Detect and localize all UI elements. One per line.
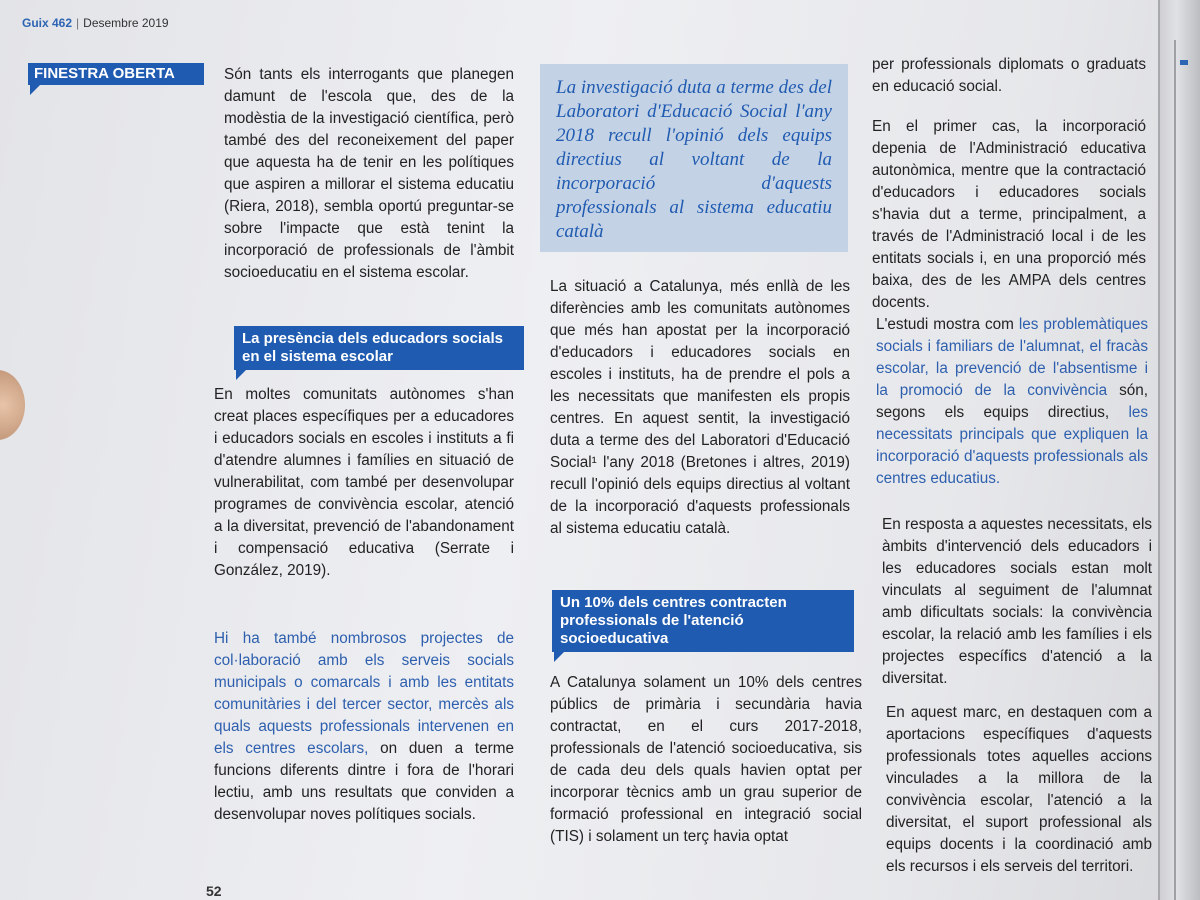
column-3-hiring: [872, 116, 1146, 314]
study-lead: L'estudi mostra com: [876, 316, 1019, 333]
page-tab-marker: [1180, 60, 1188, 65]
intro-paragraph: Són tants els interrogants que planegen damunt de l'escola que, des de la modèstia de la investigació científica, però també des del reconeixement del paper que aquesta ha de tenir en les polítiques que aspiren a millorar el sistema educatiu (Riera, 2018), sembla oportú preguntar-se sobre l'impacte que està tenint la incorporació de professionals de l'àmbit socioeducatiu en el sistema escolar.: [224, 66, 514, 281]
paragraph-study: [876, 314, 1148, 490]
pull-quote: La investigació duta a terme des del Laboratori d'Educació Social l'any 2018 recull l'opinió dels equips directius al voltant de la incorporació d'aquests professionals al sistema educatiu català: [540, 64, 848, 252]
paragraph-autonomous-communities: En moltes comunitats autònomes s'han creat places específiques per a educadores i educadors socials en escoles i instituts a fi d'atendre alumnes i famílies en situació de vulnerabilitat, com també per desenvolupar programes de convivència escolar, atenció a la diversitat, prevenció de l'abandonament i compensació educativa (Serrate i González, 2019).: [214, 386, 514, 579]
column-2-stats: [550, 672, 862, 848]
paragraph-response: En resposta a aquestes necessitats, els àmbits d'intervenció dels educadors i les educadores socials estan molt vinculats al seguiment de l'alumnat amb dificultats socials: la convivència escolar, la relació amb les famílies i els projectes específics d'atenció a la diversitat.: [882, 516, 1152, 687]
column-3-framework: [886, 702, 1152, 878]
section-tag: FINESTRA OBERTA: [28, 63, 204, 85]
highlight-needs: les necessitats principals que expliquen la incorporació d'aquests professionals als centres educatius.: [876, 404, 1148, 487]
subheading-educators-presence: La presència dels educadors socials en el sistema escolar: [234, 326, 524, 370]
subheading-ten-percent: Un 10% dels centres contracten professionals de l'atenció socioeducativa: [552, 590, 854, 652]
subheading-notch-2: [554, 652, 564, 662]
paragraph-collaboration-rest: on duen a terme funcions diferents dintre i fora de l'horari lectiu, amb uns resultats que conviden a desenvolupar noves polítiques socials.: [214, 740, 514, 823]
running-header: [22, 16, 169, 30]
column-1-intro: [224, 64, 514, 284]
paragraph-catalonia: La situació a Catalunya, més enllà de les diferències amb les comunitats autònomes que més han apostat per la incorporació d'educadors i educadores socials en escoles i instituts, ha de prendre el pols a les necessitats que manifesten els propis centres. En aquest sentit, la investigació duta a terme des del Laboratori d'Educació Social¹ l'any 2018 (Bretones i altres, 2019) recull l'opinió dels equips directius al voltant de la incorporació d'aquests professionals al sistema educatiu català.: [550, 278, 850, 537]
header-separator: |: [76, 16, 80, 30]
page-number: 52: [206, 883, 222, 899]
subheading-notch: [236, 370, 246, 380]
column-1-body: [214, 384, 514, 582]
issue-date: Desembre 2019: [83, 16, 169, 30]
section-tag-notch: [30, 85, 40, 95]
paragraph-ten-percent: A Catalunya solament un 10% dels centres públics de primària i secundària havia contractat, en el curs 2017-2018, professionals de l'atenció socioeducativa, sis de cada deu dels quals havien optat per incorporar tècnics amb un grau superior de formació professional en integració social (TIS) i solament un terç havia optat: [550, 674, 862, 845]
study-mid: són, segons els equips directius,: [876, 382, 1148, 421]
column-3-study: [876, 314, 1148, 490]
column-3-top: [872, 54, 1146, 98]
column-1-collaboration: [214, 628, 514, 826]
column-3-response: [882, 514, 1152, 690]
next-page-edge: [1158, 0, 1200, 900]
highlight-problems: les problemàtiques socials i familiars de l'alumnat, el fracàs escolar, la prevenció de l'absentisme i la promoció de la convivència: [876, 316, 1148, 399]
highlight-collaboration: Hi ha també nombrosos projectes de col·laboració amb els serveis socials municipals o comarcals i amb les entitats comunitàries i del tercer sector, mercès als quals aquests professionals intervenen en els centres escolars,: [214, 630, 514, 757]
paragraph-collaboration: [214, 628, 514, 826]
paragraph-graduates: per professionals diplomats o graduats en educació social.: [872, 56, 1146, 95]
page-fold-line: [1174, 40, 1176, 900]
magazine-issue: Guix 462: [22, 16, 73, 30]
paragraph-first-case: En el primer cas, la incorporació depenia de l'Administració educativa autonòmica, mentre que la contractació d'educadors i educadores socials s'havia dut a terme, principalment, a través de l'Administració local i de les entitats socials i, en una proporció més baixa, des de les AMPA dels centres docents.: [872, 118, 1146, 311]
column-2-body: [550, 276, 850, 540]
paragraph-framework: En aquest marc, en destaquen com a aportacions específiques d'aquests professionals totes aquelles accions vinculades a la millora de la convivència escolar, l'atenció a la diversitat, el suport professional als equips docents i la coordinació amb els recursos i els serveis del territori.: [886, 704, 1152, 875]
